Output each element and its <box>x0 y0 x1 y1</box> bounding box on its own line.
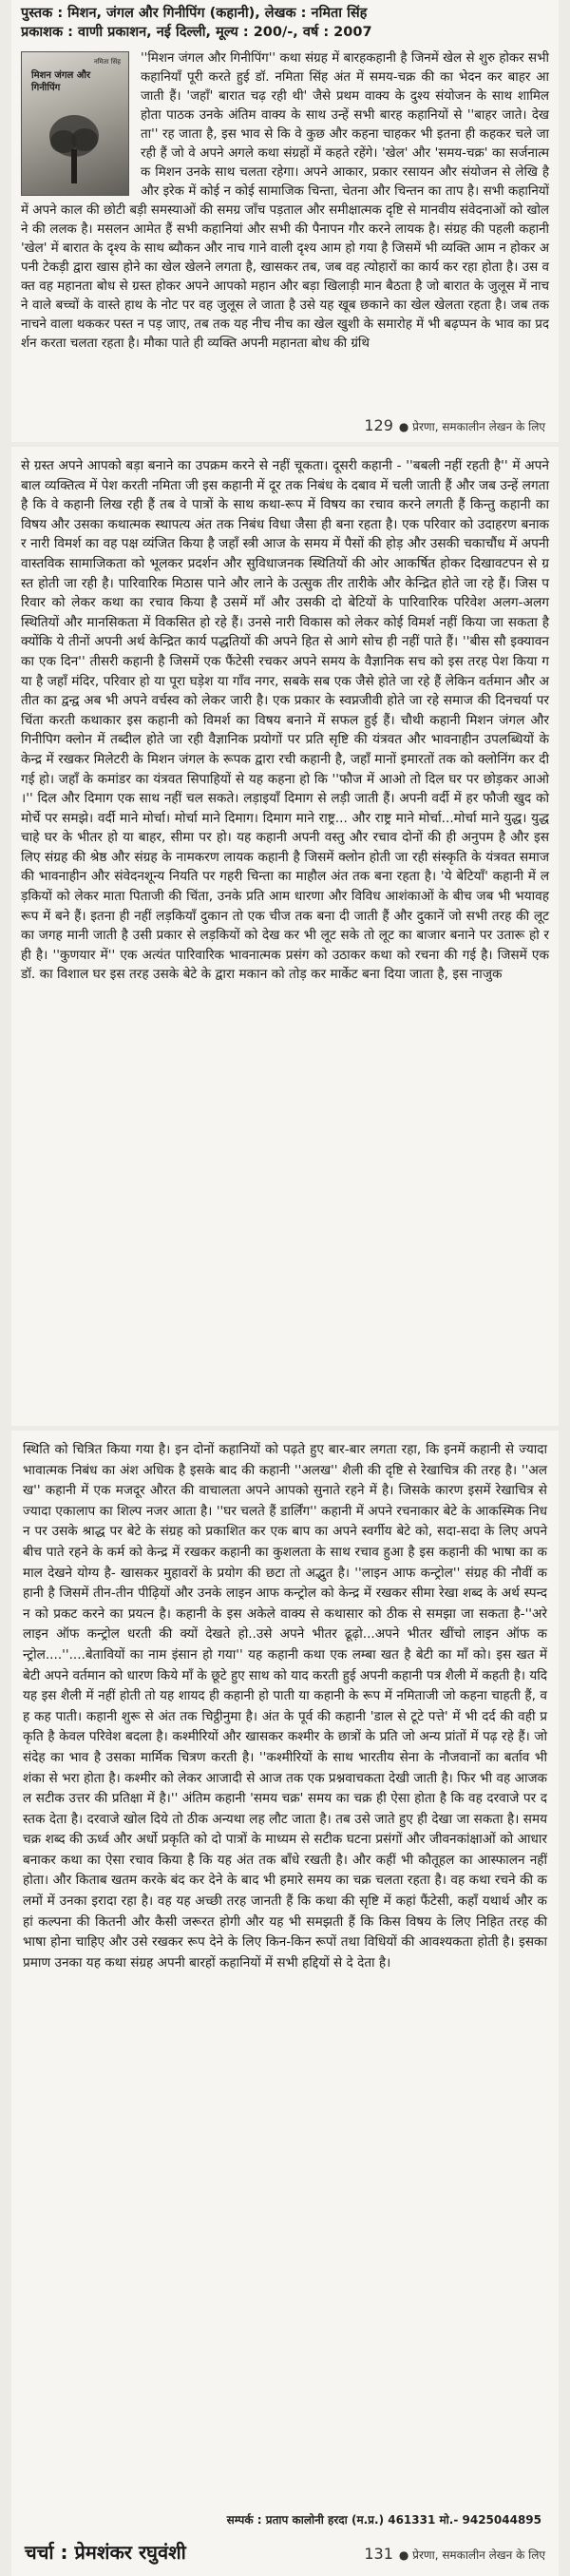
cover-title: मिशन जंगल और गिनीपिंग <box>31 70 91 93</box>
magazine-name: ● प्रेरणा, समकालीन लेखन के लिए <box>398 2548 545 2562</box>
tree-illustration-icon <box>45 109 104 185</box>
review-intro-section <box>11 0 559 442</box>
review-paragraph-3: स्थिति को चित्रित किया गया है। इन दोनों कहानियों को पढ़ते हुए बार-बार लगता रहा, कि इनमें कहानी से ज्यादा भावात्मक निबंध का अंश अधिक है इसके बाद की कहानी ''अलख'' शैली की दृष्टि से रेखाचित्र की तरह है। ''अलख'' कहानी में एक मजदूर औरत की वाचालता अपने आपको सुनाते रहने में है। जिसके कारण इसमें रेखाचित्र से ज्यादा एकालाप का शिल्प नजर आता है। ''घर चलते हैं डार्लिंग'' कहानी में अपने रचनाकार बेटे के आकस्मिक निधन पर उसके श्राद्ध पर बेटे के संग्रह को प्रकाशित कर एक बाप का अपने स्वर्गीय बेटे को, सदा-सदा के लिए अपने बीच पाते रहने के कर्म को केन्द्र में रखकर कहानी का कुशलता के साथ रचाव हुआ है इस कहानी की भाषा का कमाल देखने योग्य है- खासकर मुहावरों के प्रयोग की छटा तो अद्भुत है। ''लाइन आफ कन्ट्रोल'' संग्रह की नौवीं कहानी है जिसमें तीन-तीन पीढ़ियों और उनके लाइन आफ कन्ट्रोल को केन्द्र में रखकर सीमा रेखा शब्द के अर्थ स्पन्दन को प्रकट करने का प्रयत्न है। कहानी के इस अकेले वाक्य से कथासार को ठीक से समझा जा सकता है-''अरे लाइन ऑफ कन्ट्रोल धरती की क्यों देखते हो..उसे अपने भीतर ढूढ़ो...अपने भीतर खींचो लाइन ऑफ कन्ट्रोल....''....बेतावियों का नाम इंसान हो गया'' यह कहानी कथा एक लम्बा खत है बेटी का माँ को। इस खत में बेटी अपने वर्तमान को धारण किये माँ के छूटे हुए साथ को याद करती हुई अपनी कहानी पत्र शैली में कहती है। यदि यह इस शैली में नहीं होती तो यह शायद ही कहानी हो पाती या कहानी के रूप में नमिताजी जो कहना चाहती हैं, वह कह पाती। कहानी शुरू से अंत तक चिट्ठीनुमा है। अंत के पूर्व की कहानी 'डाल से टूटे पत्ते' में भी दर्द की वही प्रकृति है केवल परिवेश बदला है। कश्मीरियों और खासकर कश्मीर के छात्रों के प्रति जो अन्य प्रांतों में पढ़ रहे हैं। जो संदेह का भाव है उसका मार्मिक चित्रण करती है। ''कश्मीरियों के साथ भारतीय सेना के नौजवानों का बर्ताव भी शंका से भरा होता है। कश्मीर को लेकर आजादी से आज तक एक प्रश्नवाचकता देखी जाती है। फिर भी वह आजकल सटीक उत्तर की प्रतिक्षा में है।'' अंतिम कहानी 'समय चक्र' समय का चक्र ही ऐसा होता है कि वह दरवाजे पर दस्तक देता है। दरवाजे खोल दिये तो ठीक अन्यथा लह लौट जाता है। तब उसे जाते हुए ही देखा जा सकता है। समय चक्र शब्द की ऊर्ध्व और अर्धो प्रकृति को दो पात्रों के माध्यम से सटीक घटना प्रसंगों और जीवनकांक्षाओं को आधार बनाकर कथा का ऐसा रचाव किया है कि यह अंत तक बाँधे रखती है। और कहीं भी कौतूहल का आस्फालन नहीं होता। और किताब खतम करके बंद कर देने के बाद भी हमारे समय का चक्र चलता रहता है। वह कथा रचने की कलमों में उनका इरादा रहा है। वह यह अच्छी तरह जानती हैं कि कथा की सृष्टि में कहां फैंटेसी, कहाँ यथार्थ और कहां कल्पना की कितनी और कैसी जरूरत होगी और यह भी समझती हैं कि किस विषय के लिए निहित तरह की भाषा होना चाहिए और उसे रखकर रूप देने के लिए किन-किन रूपों तथा विधियों की आवश्यकता होती है। इसका प्रमाण उनका यह कथा संग्रह अपनी बारहों कहानियों में सभी हद्दियों से दे देता है। <box>23 1442 547 1970</box>
page-footer <box>364 416 545 434</box>
page-number: 131 <box>364 2545 393 2563</box>
cover-author: नमिता सिंह <box>93 58 121 66</box>
book-cover-image <box>21 51 129 196</box>
contact-info: सम्पर्क : प्रताप कालोनी हरदा (म.प्र.) 461331 मो.- 9425044895 <box>226 2513 542 2527</box>
review-middle-section <box>11 447 559 1426</box>
book-title-line: पुस्तक : मिशन, जंगल और गिनीपिंग (कहानी), लेखक : नमिता सिंह <box>21 6 368 21</box>
book-block <box>21 49 549 361</box>
magazine-name: ● प्रेरणा, समकालीन लेखन के लिए <box>398 420 545 433</box>
review-final-section <box>11 1431 559 2576</box>
page-bottom-bar <box>11 2509 559 2576</box>
review-paragraph-2: से ग्रस्त अपने आपको बड़ा बनाने का उपक्रम करने से नहीं चूकता। दूसरी कहानी - ''बबली नहीं रहती है'' में अपने बाल व्यक्तित्व में पेश करती नमिता जी इस कहानी में दूर तक निबंध के दबाव में चली जाती हैं और जब उन्हें लगता है कि वे कहानी लिख रही हैं तब वे पात्रों के साथ कथा-रूप में विषय का रचाव करने लगती हैं किन्तु कहानी का विषय और उसका कथात्मक स्थापत्य अंत तक निबंध विधा जैसा ही बना रहता है। एक परिवार को उदाहरण बनाकर नारी विमर्श का वह पक्ष व्यंजित किया है जहाँ स्त्री आज के समय में पैसों की होड़ और उसकी चकाचौंध में अपनी वास्तविक सामाजिकता को भूलकर प्रदर्शन और सुविधाजनक स्थितियों की ओर आकर्षित होकर दिखावटपन से ग्रस्त होती जा रही है। पारिवारिक मिठास पाने और लाने के उत्सुक तीर तारीके और केन्द्रित होते जा रहे हैं। जिस परिवार को लेकर कथा का रचाव किया है उसमें माँ और उसकी दो बेटियों के पारिवारिक परिवेश अलग-अलग स्थितियों और मानसिकता में विकसित हो रहे हैं। उनसे नारी विकास को लेकर कोई विमर्श नहीं किया जा सकता है क्योंकि ये तीनों अपनी अर्थ केन्द्रित कार्य पद्धतियों की अपने हित से आगे सोच ही नहीं पाते हैं। ''बीस सौ इक्यावन का एक दिन'' तीसरी कहानी है जिसमें एक फैंटेसी रचकर अपने समय के वैज्ञानिक सच को इस तरह पेश किया गया है जहाँ मंदिर, परिवार हो या पूरा घड़ेश या गाँव नगर, सबके सब एक जैसे होते जा रहे हैं लेकिन वर्तमान और अतीत का द्वन्द्व अब भी अपने वर्चस्व को लेकर जारी है। एक प्रकार के स्वप्नजीवी होते जा रहे समाज की दिनचर्या पर चिंता करती कथाकार इस कहानी को विमर्श का विषय बनाने में सफल हुई हैं। चौथी कहानी मिशन जंगल और गिनीपिग क्लोन में तब्दील होते जा रही वैज्ञानिक प्रयोगों पर प्रति सृष्टि की यंत्रवत और भावनाहीन उपलब्धियों के केन्द्र में रखकर मिलेटरी के मिशन जंगल के रूपक द्वारा रची कहानी है, जहाँ मानों इमारतों तक को क्लोनिंग कर दी गई हो। जहाँ के कमांडर का यंत्रवत सिपाहियों से यह कहना हो कि ''फौज में आओ तो दिल घर पर छोड़कर आओ।'' दिल और दिमाग एक साथ नहीं चल सकते। लड़ाइयाँ दिमाग से लड़ी जाती हैं। अपनी वर्दी में हर फौजी खुद को मोर्चे पर समझे। वर्दी माने मोर्चा। मोर्चा माने दिमाग। दिमाग माने राष्ट्र... और राष्ट्र माने मोर्चा...मोर्चा माने युद्ध। युद्ध चाहे घर के भीतर हो या बाहर, सीमा पर हो। यह कहानी अपनी वस्तु और रचाव दोनों की ही अनुपम है और इसलिए संग्रह की श्रेष्ठ और संग्रह के नामकरण लायक कहानी है जिसमें क्लोन होती जा रही संस्कृति के यंत्रवत समाज की भावनाहीन और संवेदनशून्य नियति पर गहरी चिन्ता का माहौल अंत तक बना रहता है। 'ये बेटियाँ' कहानी में लड़कियों को लेकर माता पिताजी की चिंता, उनके प्रति आम धारणा और विविध आशंकाओं के बीच जब भी भयावह रूप में बने हैं। इतना ही नहीं लड़कियाँ दुकान तो एक चीज तक बना दी जाती हैं और दुकानें जो सभी तरह की लूट का जगह मानी जाती है उसी प्रकार से लड़कियों को देख कर भी लूट सके तो लूट का बाजार बनाने पर उतारू हो रही है। ''कुणयार में'' एक अत्यंत पारिवारिक भावनात्मक प्रसंग को उठाकर कथा को रचना की गई है। जिसमें एक डॉ. का विशाल घर इस तरह उसके बेटे के द्वारा मकान को तोड़ कर मार्केट बना दिया जाता है, इस नाजुक <box>21 458 549 983</box>
review-paragraph-1: ''मिशन जंगल और गिनीपिंग'' कथा संग्रह में बारहकहानी है जिनमें खेल से शुरु होकर सभी कहानियाँ पूरी करते हुई डॉ. नमिता सिंह अंत में समय-चक्र की का भेदन कर बाहर आ जाती हैं। 'जहाँ' बारात चढ़ रही थी' जैसे प्रथम वाक्य के दुश्य संयोजन के साथ शामिल होता पाठक उनके अंतिम वाक्य के साथ उन्हें सभी बारह कहानियों से ''बाहर जाते। देखता'' रह जाता है, इस भाव से कि वे कुछ और कहना चाहकर भी इतना ही कहकर चले जा रही हैं जो वे अपने अगले कथा संग्रहों में कहते रहेंगे। 'खेल' और 'समय-चक्र' का सर्जनात्मक मिशन उनके साथ चलता रहेगा। अपने आकार, प्रकार रसायन और संयोजन से लेखि है और इरेक में कोई न कोई सामाजिक चिन्ता, चेतना और चिन्तन का ताप है। सभी कहानियों में अपने काल की छोटी बड़ी समस्याओं की समग्र जाँच पड़ताल और समीक्षात्मक दृष्टि से मानवीय संवेदनाओं को खोलने की ललक है। मसलन आमेत हैं सभी कहानियां और सभी की पैनापन गौर करने लायक है। संग्रह की पहली कहानी 'खेल' में बारात के दृश्य के साथ ब्यौकन और नाच गाने वाली दृश्य आम हो गया है जिसमें भी व्यक्ति आम न होकर अपनी टेकड़ी द्वारा खास होने का खेल खेलने लगता है, खासकर तब, जब वह त्योहारों का कार्य कर रहा होता है। उस वक्त वह महानता बोध से ग्रस्त होकर अपने आपको महान और बड़ा खिलाड़ी मान बैठता है जो बारात के जुलूस में नाचने वाले बच्चों के वास्ते हाथ के नोट पर वह जुलूस ले जाता है उसे यह खूब छकाने का खेल खेलता रहता है। जब तक नाचने वाला थककर पस्त न पड़ जाए, तब तक यह नीच नीच का खेल खुशी के समारोह में भी बढ़प्पन के भाव का प्रदर्शन करता चलता रहता है। मौका पाते ही व्यक्ति अपनी महानता बोध की ग्रंथि <box>21 51 549 351</box>
page-number: 129 <box>364 416 393 434</box>
reviewer-name: चर्चा : प्रेमशंकर रघुवंशी <box>25 2541 186 2564</box>
page-footer <box>364 2545 545 2563</box>
publisher-line: प्रकाशक : वाणी प्रकाशन, नई दिल्ली, मूल्य : 200/-, वर्ष : 2007 <box>21 25 372 40</box>
